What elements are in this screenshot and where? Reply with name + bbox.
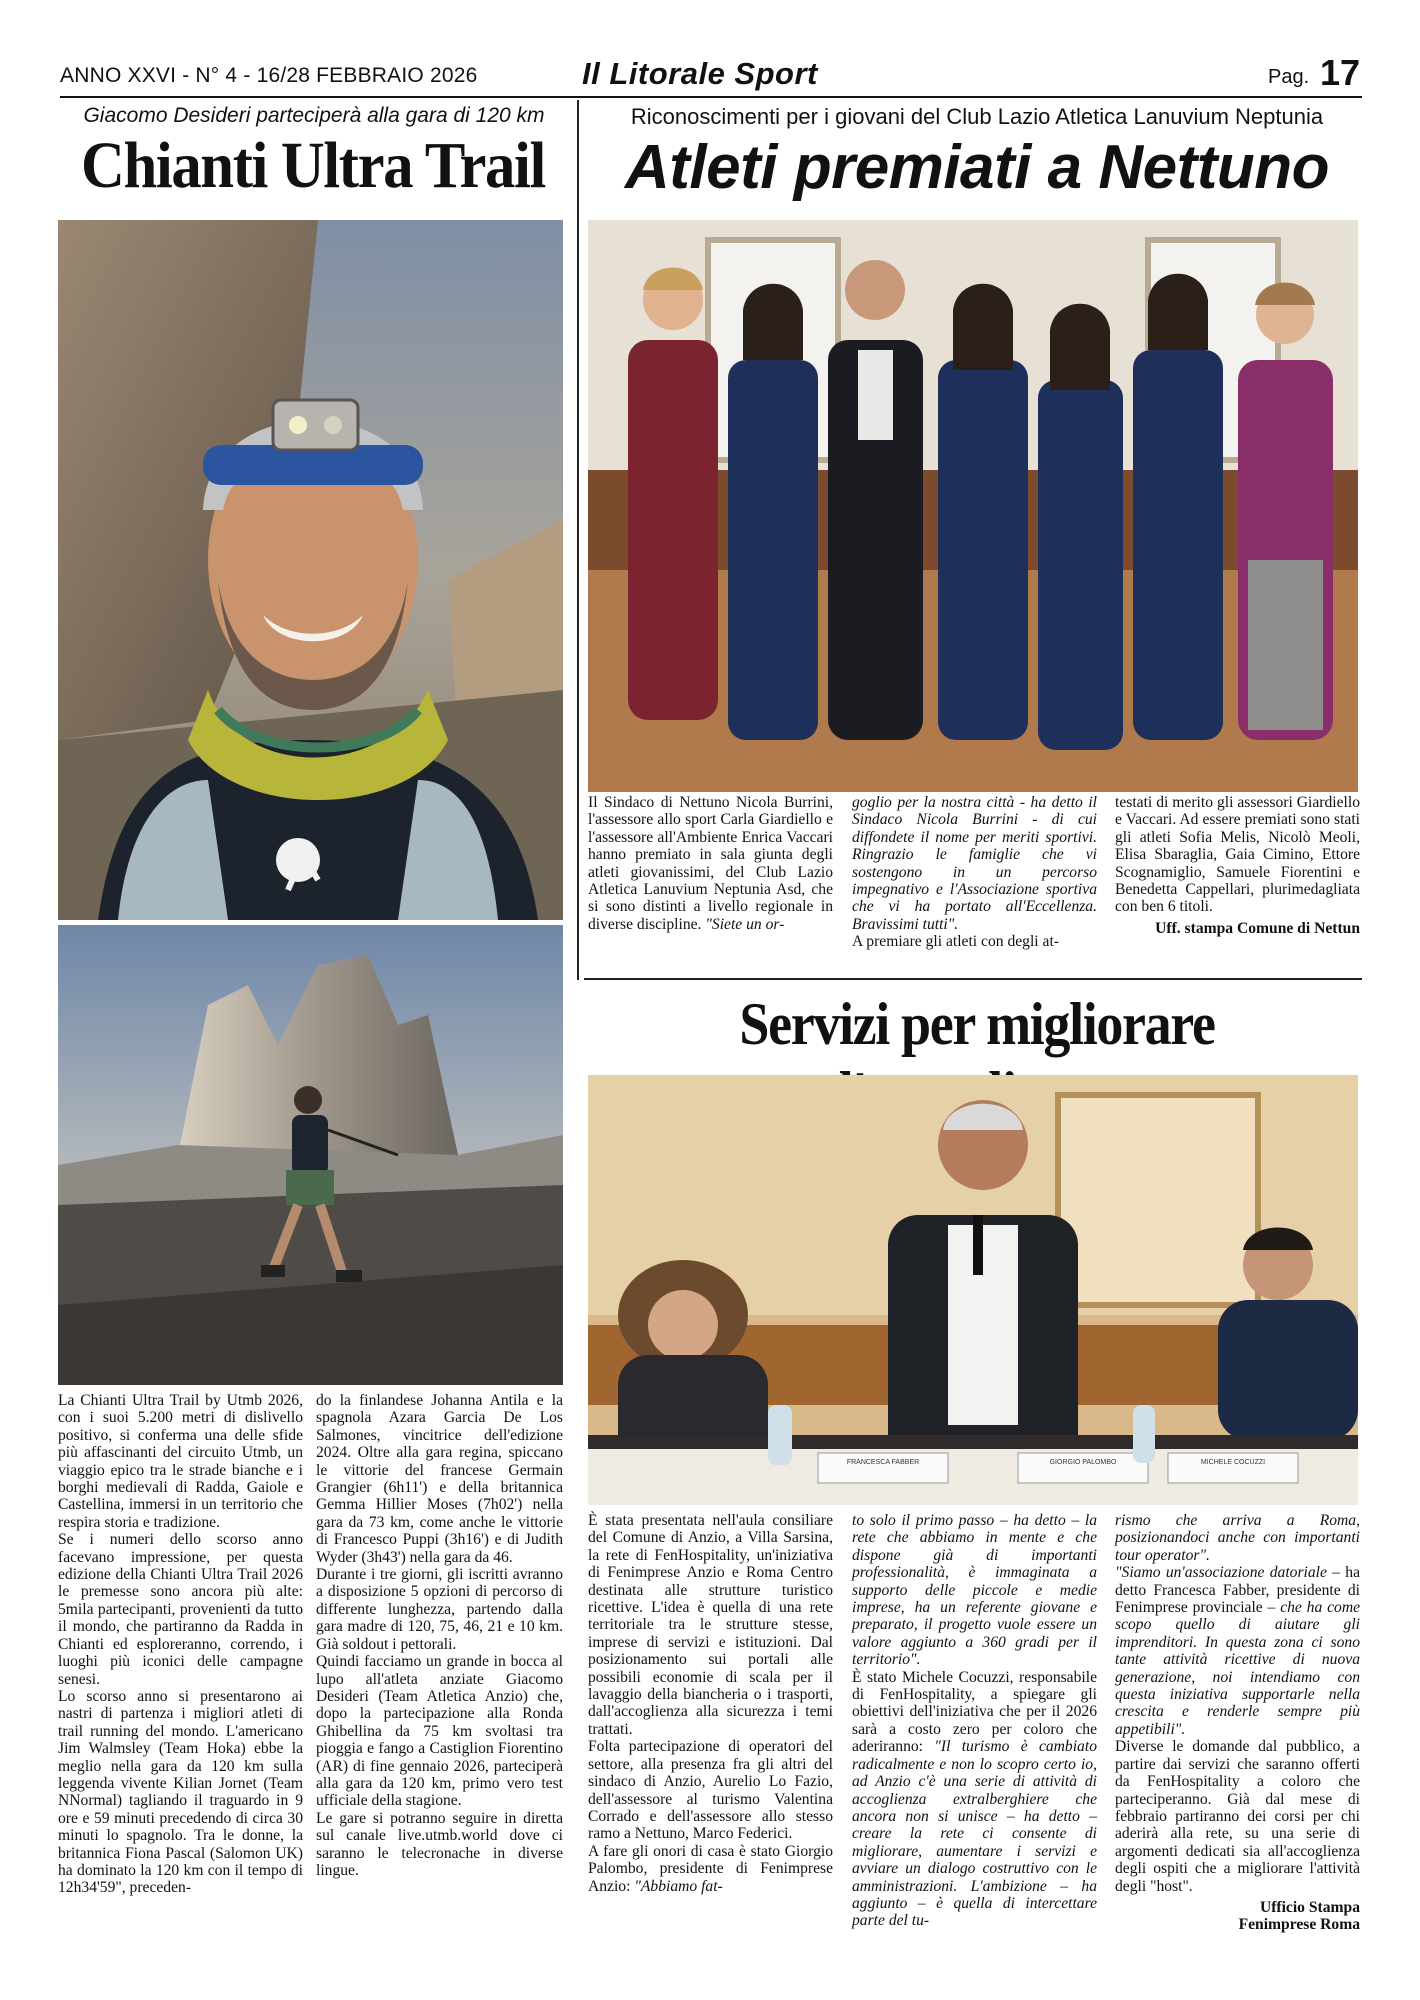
right-article-col2 — [852, 794, 1097, 951]
masthead: Il Litorale Sport — [582, 56, 818, 91]
runner-selfie-photo — [58, 220, 563, 920]
left-title: Chianti Ultra Trail — [80, 129, 546, 202]
bottom-article-col1 — [588, 1512, 833, 1895]
left-article-col2 — [316, 1392, 563, 1879]
right-col1-quote: "Siete un or- — [705, 915, 785, 933]
right-col2-quote: goglio per la nostra città - ha detto il Sindaco Nicola Burrini - di cui diffondete il nome per meriti sportivi. Ringrazio le famiglie che vi sostengono in un percorso impegnativo e l'Associazione sportiva che vi ha portato all'Eccellenza. Bravissimi tutti". — [852, 794, 1097, 933]
tre-cime-runner-photo — [58, 925, 563, 1385]
bottom-col1-quote: "Abbiamo fat- — [634, 1877, 723, 1895]
bottom-title: Servizi per migliorare — [739, 991, 1215, 1057]
left-kicker: Giacomo Desideri parteciperà alla gara di 120 km — [83, 104, 545, 127]
bottom-signature-1: Ufficio Stampa — [1259, 1898, 1360, 1916]
page-label: Pag. — [1268, 66, 1310, 88]
header-rule — [60, 96, 1362, 98]
left-col1-para1: La Chianti Ultra Trail by Utmb 2026, con i suoi 5.200 metri di dislivello positivo, si conferma una delle sfide più affascinanti del circuito Utmb, un viaggio epico tra le strade bianche e i borghi medievali di Radda, Gaiole e Castellina, immersi in un territorio che respira storia e tradizione. — [58, 1392, 303, 1531]
bottom-col3-quote2: "Siamo un'associazione datoriale — [1115, 1564, 1327, 1582]
left-col2-para4: Le gare si potranno seguire in diretta sul canale live.utmb.world dove ci saranno le telecronache in diverse lingue. — [316, 1809, 563, 1879]
right-title: Atleti premiati a Nettuno — [624, 133, 1329, 202]
right-signature: Uff. stampa Comune di Nettun — [1155, 919, 1360, 937]
bottom-col3-quote3: che ha come scopo quello di aiutare gli imprenditori. In questa zona ci sono tante attività ricettive di nuova generazione, noi intendiamo con questa iniziativa supportarle nella crescita e renderle sempre più appetibili". — [1115, 1599, 1361, 1738]
left-article-col1 — [58, 1392, 303, 1897]
bottom-col1-para3: A fare gli onori di casa è stato Giorgio Palombo, presidente di Fenimprese Anzio: — [588, 1842, 833, 1895]
section-divider — [584, 978, 1362, 980]
bottom-article-col2 — [852, 1512, 1097, 1930]
bottom-col3-mid: – ha detto Francesca Fabber, presidente di Fenimprese provinciale – — [1115, 1564, 1360, 1617]
nameplate-fabber: FRANCESCA FABBER — [846, 1459, 920, 1466]
right-kicker: Riconoscimenti per i giovani del Club Lazio Atletica Lanuvium Neptunia — [630, 104, 1324, 129]
right-col2-text: A premiare gli atleti con degli at- — [852, 933, 1059, 951]
bottom-col1-para2: Folta partecipazione di operatori del settore, alla presenza fra gli altri del sindaco di Anzio, Aurelio Lo Fazio, dell'assessore al turismo Valentina Corrado e dell'assessore allo stesso ramo a Nettuno, Marco Federici. — [588, 1738, 833, 1843]
bottom-col1-para1: È stata presentata nell'aula consiliare del Comune di Anzio, a Villa Sarsina, la rete di FenHospitality, un'iniziativa di Fenimprese Anzio e Roma Centro destinata alle strutture turistico ricettive. L'idea è quella di una rete territoriale tra le strutture stesse, imprese di servizi e istituzioni. Dal posizionamento sui portali alle possibili economie di scala per il lavaggio della biancheria o i trasporti, dall'accoglienza alla sicurezza i temi trattati. — [588, 1512, 833, 1738]
column-divider — [577, 100, 579, 980]
bottom-article-col3 — [1115, 1512, 1360, 1934]
right-article-col1 — [588, 794, 833, 933]
nameplate-cocuzzi: MICHELE COCUZZI — [1200, 1459, 1266, 1466]
left-col1-para3: Lo scorso anno si presentarono ai nastri di partenza i migliori atleti di trail running del mondo. L'americano Jim Walmsley (Team Hoka) ebbe la meglio nella gara da 120 km sulla leggenda vivente Kilian Jornet (Team NNormal) tagliando il traguardo in 9 ore e 59 minuti precedendo di circa 30 minuti lo spagnolo. Tra le donne, la britannica Fiona Pascal (Salomon UK) ha dominato la 120 km con il tempo di 12h34'59", preceden- — [58, 1687, 303, 1897]
left-col2-para3: Quindi facciamo un grande in bocca al lupo all'atleta anziate Giacomo Desideri (Team Atletica Anzio) che, dopo la partecipazione alla Ronda Ghibellina da 75 km svoltasi tra pioggia e fango a Castiglion Fiorentino (AR) di fine gennaio 2026, parteciperà alla gara da 120 km, primo vero test ufficiale della stagione. — [316, 1653, 563, 1810]
page-number: 17 — [1320, 52, 1361, 93]
left-col2-para2: Durante i tre giorni, gli iscritti avranno a disposizione 5 opzioni di percorso di differente lunghezza, partendo dalla gara madre di 120, 75, 46, 21 e 10 km. Già soldout i pettorali. — [316, 1566, 563, 1653]
bottom-col3-quote: rismo che arriva a Roma, posizionandoci anche con importanti tour operator". — [1115, 1512, 1360, 1564]
right-article-col3 — [1115, 794, 1360, 937]
right-col3-text: testati di merito gli assessori Giardiello e Vaccari. Ad essere premiati sono stati gli atleti Sofia Melis, Nicolò Meoli, Elisa Sbaraglia, Gaia Cimino, Ettore Scognamiglio, Samuele Fiorentini e Benedetta Cappellari, plurimedagliata con ben 6 titoli. — [1115, 794, 1360, 916]
bottom-col3-text: Diverse le domande dal pubblico, a partire dai servizi che saranno offerti da FenHospitality a coloro che parteciperanno. Già dal mese di febbraio partiranno dei corsi per chi aderirà alla rete, su una serie di argomenti dedicati sia all'accoglienza degli ospiti che a migliorare l'attività degli "host". — [1115, 1738, 1360, 1895]
athletes-group-photo — [588, 220, 1358, 792]
issue-info: ANNO XXVI - N° 4 - 16/28 FEBBRAIO 2026 — [60, 64, 478, 87]
right-col1-text: Il Sindaco di Nettuno Nicola Burrini, l'assessore allo sport Carla Giardiello e l'assessore all'Ambiente Enrica Vaccari hanno premiato in sala giunta degli atleti giovanissimi, del Club Lazio Atletica Lanuvium Neptunia Asd, che si sono distinti a livello regionale in diverse discipline. — [588, 794, 833, 933]
bottom-col2-quote: to solo il primo passo – ha detto – la rete che abbiamo in mente e che dispone già di importanti professionalità, è immaginata a supporto delle piccole e medie imprese, ha un referente giovane e preparato, il progetto vuole essere un valore aggiunto a 360 gradi per il territorio". — [852, 1512, 1097, 1669]
left-col2-para1: do la finlandese Johanna Antila e la spagnola Azara Garcia De Los Salmones, vincitrice dell'edizione 2024. Oltre alla gara regina, spiccano le vittorie del francese Germain Grangier (6h11') e della britannica Gemma Hillier Moses (7h02') nella gara da 73 km, come anche le vittorie di Francesco Puppi (3h16') e di Judith Wyder (3h43') nella gara da 46. — [316, 1392, 563, 1566]
left-col1-para2: Se i numeri dello scorso anno facevano impressione, per questa edizione della Chianti Ultra Trail 2026 le premesse sono ancora più alte: 5mila partecipanti, provenienti da tutto il mondo, che partiranno da Radda in Chianti ed esploreranno, correndo, i luoghi più iconici delle campagne senesi. — [58, 1531, 303, 1688]
bottom-col2-quote2: "Il turismo è cambiato radicalmente e non lo scopro certo io, ad Anzio c'è una serie di attività di accoglienza extralberghiere che ancora non si unisce – ha detto – creare la rete ci consente di migliorare, aumentare i servizi e avviare un dialogo costruttivo con le amministrazioni. L'ambizione – ha aggiunto – è quella di intercettare parte del tu- — [852, 1738, 1097, 1930]
conference-photo — [588, 1075, 1358, 1505]
nameplate-palombo: GIORGIO PALOMBO — [1049, 1459, 1117, 1466]
bottom-signature-2: Fenimprese Roma — [1238, 1916, 1360, 1934]
bottom-col2-text: È stato Michele Cocuzzi, responsabile di FenHospitality, a spiegare gli obiettivi dell'iniziativa che per il 2026 sarà a costo zero per coloro che aderiranno: — [852, 1668, 1097, 1756]
